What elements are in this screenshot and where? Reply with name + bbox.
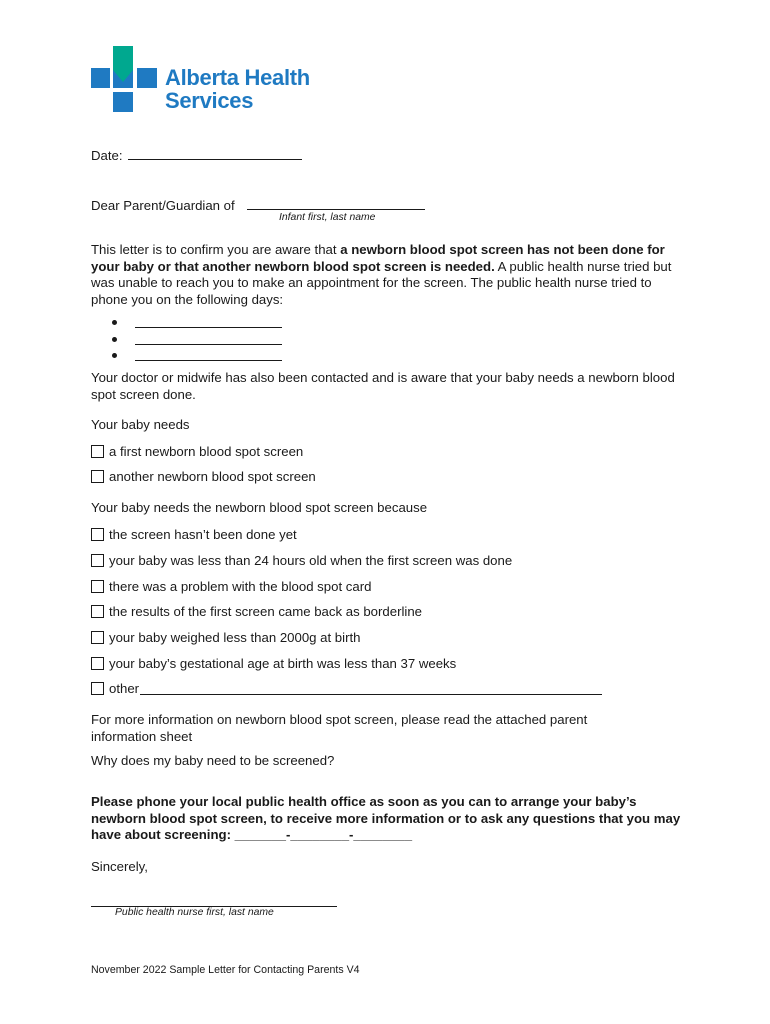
- signature-blank: [91, 894, 337, 907]
- because-option-borderline[interactable]: [91, 602, 422, 620]
- phone-day-blank: [135, 332, 282, 345]
- signature-caption: Public health nurse first, last name: [115, 907, 274, 918]
- because-option-under-2000g[interactable]: [91, 628, 360, 646]
- checkbox[interactable]: [91, 580, 104, 593]
- checkbox[interactable]: [91, 682, 104, 695]
- intro-text-2: A public health nurse tried but was unable to reach you to make an appointment for the screen. The public health nurse tried to phone you on the following days:: [91, 258, 672, 307]
- needs-option-first[interactable]: [91, 442, 303, 460]
- checkbox-label: the results of the first screen came back as borderline: [109, 603, 422, 619]
- logo-line-2: Services: [165, 88, 254, 113]
- checkbox[interactable]: [91, 470, 104, 483]
- checkbox-label: a first newborn blood spot screen: [109, 443, 304, 459]
- because-option-gestational-age[interactable]: [91, 654, 456, 672]
- greeting-prefix: Dear Parent/Guardian of: [91, 198, 235, 213]
- checkbox[interactable]: [91, 554, 104, 567]
- intro-paragraph: [91, 242, 686, 308]
- because-option-not-done[interactable]: [91, 525, 297, 543]
- needs-option-another[interactable]: [91, 467, 316, 485]
- date-row: [91, 147, 302, 165]
- infant-name-blank: [247, 197, 425, 210]
- checkbox[interactable]: [91, 528, 104, 541]
- phone-day-blank: [135, 315, 282, 328]
- other-reason-blank[interactable]: [140, 682, 602, 695]
- checkbox[interactable]: [91, 445, 104, 458]
- because-option-card-problem[interactable]: [91, 577, 371, 595]
- date-blank: [128, 147, 302, 160]
- ahs-logo: [91, 46, 321, 116]
- why-question: Why does my baby need to be screened?: [91, 753, 335, 768]
- because-option-under-24h[interactable]: [91, 551, 512, 569]
- intro-text-1: This letter is to confirm you are aware that: [91, 242, 341, 257]
- checkbox-label: your baby weighed less than 2000g at birth: [109, 629, 361, 645]
- phone-day-blank: [135, 348, 282, 361]
- checkbox-label: another newborn blood spot screen: [109, 468, 316, 484]
- checkbox[interactable]: [91, 631, 104, 644]
- date-label: Date:: [91, 148, 123, 163]
- needs-heading: Your baby needs: [91, 417, 190, 432]
- because-option-other[interactable]: [91, 679, 602, 697]
- infant-name-caption: Infant first, last name: [279, 212, 376, 223]
- logo-line-1: Alberta Health: [165, 65, 310, 90]
- checkbox-label: the screen hasn’t been done yet: [109, 526, 297, 542]
- ahs-cross-icon: [91, 46, 159, 116]
- checkbox[interactable]: [91, 657, 104, 670]
- closing: Sincerely,: [91, 859, 148, 874]
- doctor-paragraph: Your doctor or midwife has also been contacted and is aware that your baby needs a newborn blood spot screen done.: [91, 370, 675, 402]
- more-info-paragraph: For more information on newborn blood spot screen, please read the attached parent information sheet: [91, 712, 588, 744]
- checkbox-label: your baby was less than 24 hours old when the first screen was done: [109, 552, 513, 568]
- checkbox[interactable]: [91, 605, 104, 618]
- checkbox-label: your baby’s gestational age at birth was less than 37 weeks: [109, 655, 457, 671]
- intro-bold-text: a newborn blood spot screen has not been done for your baby or that another newborn blood spot screen is needed.: [91, 242, 665, 274]
- because-heading: Your baby needs the newborn blood spot screen because: [91, 500, 428, 515]
- footer: November 2022 Sample Letter for Contacting Parents V4: [91, 964, 360, 976]
- call-to-action: Please phone your local public health office as soon as you can to arrange your baby’s newborn blood spot screen, to receive more information or to ask any questions that you may have about screening: _______-________-________: [91, 794, 681, 843]
- checkbox-label: other: [109, 680, 140, 696]
- checkbox-label: there was a problem with the blood spot card: [109, 578, 372, 594]
